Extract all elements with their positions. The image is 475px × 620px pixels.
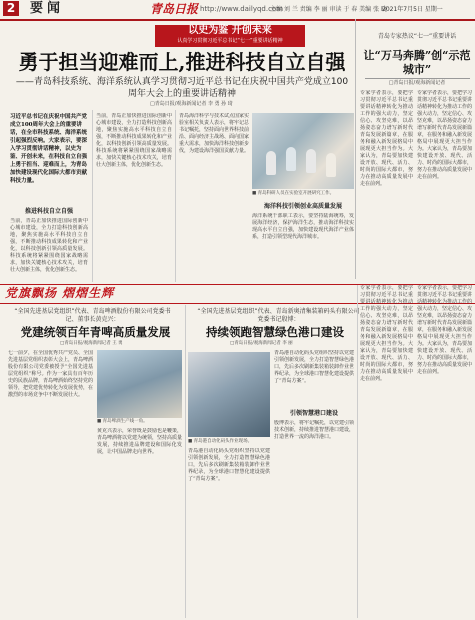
story2-photo[interactable]: [97, 350, 182, 418]
lead-byline: □青岛日报/观海新闻记者 李 勇 孙 琦: [150, 101, 233, 107]
story2-kicker: “全国先进基层党组织”代表、青岛啤酒股份有限公司党委书记、董事长黄克兴：: [14, 308, 171, 323]
page-number: 2: [3, 1, 19, 16]
story2-headline[interactable]: 党建统领百年青啤高质量发展: [20, 325, 171, 339]
story2-column-1: 七一前夕，在全国优秀共产党员、全国先进基层党组织表彰大会上，青岛啤酒股份有限公司党委被授予“全国先进基层党组织”称号。作为一家具有百年历史的民族品牌，青岛啤酒始终坚持党的领导，把党建优势转化为发展优势，在激烈的市场竞争中不断发展壮大。: [8, 350, 93, 398]
lead-subheading-1: 推进科技自立自强: [24, 208, 73, 215]
sidebar-divider: [365, 78, 470, 79]
story3-column-2: 青岛港自动化码头党组织坚持以党建引领创新发展，全力打造智慧绿色港口，先后多次刷新集装箱装卸作业世界纪录，为全球港口智慧化建设提供了“青岛方案”。: [274, 350, 354, 384]
editor-credits: 主编 刘 兰 责编 李 丽 审读 于 春 美编 张 晓: [270, 6, 387, 13]
lead-column-3: 青岛海洋科学与技术试点国家实验室相关负责人表示，将牢记总书记嘱托，坚持面向世界科技前沿、面向经济主战场、面向国家重大需求，加快海洋科技创新步伐，为建设海洋强国贡献力量。: [179, 113, 249, 154]
sidebar-column-2: 专家学者表示，要把学习贯彻习近平总书记重要讲话精神转化为推动工作的强大动力，坚定信心、攻坚克难，以昂扬姿态奋力谱写新时代青岛发展新篇章，在服务和融入新发展格局中展现更大担当作为。大家认为，青岛要加快建设开放、现代、活力、时尚的国际大都市，努力在推动高质量发展中走在前列。: [417, 90, 472, 180]
section-title: 要闻: [30, 1, 65, 16]
story2-photo-caption: ■ 青岛啤酒生产线一角。: [97, 419, 148, 424]
sidebar-column-4: 专家学者表示，要把学习贯彻习近平总书记重要讲话精神转化为推动工作的强大动力，坚定信心、攻坚克难，以昂扬姿态奋力谱写新时代青岛发展新篇章，在服务和融入新发展格局中展现更大担当作为。大家认为，青岛要加快建设开放、现代、活力、时尚的国际大都市，努力在推动高质量发展中走在前列。: [417, 285, 472, 375]
lead-column-2: 当前，青岛正加快推进国际创新中心城市建设，全力打造科技创新高地，聚焦实施高水平科技自立自强，不断推动科技成果转化和产业化，以科技创新引领高质量发展。科技系统将紧紧围绕国家战略需求，加快关键核心技术攻关，培育壮大创新主体，优化创新生态。: [96, 113, 172, 168]
campaign-banner: [155, 25, 305, 47]
story2-column-2: 黄克兴表示，荣誉既是鼓励也是鞭策，青岛啤酒将以党建为统领，坚持高质量发展，持续推进品牌建设和国际化发展，让中国品牌走向世界。: [97, 428, 182, 455]
dateline: 2021年7月5日 星期一: [382, 6, 443, 13]
story3-photo-caption: ■ 青岛港自动化码头作业现场。: [188, 439, 253, 444]
lead-photo[interactable]: [252, 113, 354, 189]
sidebar-column-3: 专家学者表示，要把学习贯彻习近平总书记重要讲话精神转化为推动工作的强大动力，坚定信心、攻坚克难，以昂扬姿态奋力谱写新时代青岛发展新篇章，在服务和融入新发展格局中展现更大担当作为。大家认为，青岛要加快建设开放、现代、活力、时尚的国际大都市，努力在推动高质量发展中走在前列。: [360, 285, 413, 382]
lead-photo-caption: ■ 青岛科研人员在实验室开展研究工作。: [252, 191, 335, 196]
banner-subtitle: 认真学习贯彻习近平总书记“七一”重要讲话精神: [177, 38, 283, 44]
story3-headline[interactable]: 持续领跑智慧绿色港口建设: [206, 325, 344, 339]
lead-column-4: 海洋系统干部职工表示，要坚持陆海统筹，发展海洋经济，保护海洋生态，推动海洋科技实现高水平自立自强，加快建设现代海洋产业体系，打造引领型现代海洋城市。: [252, 213, 354, 240]
story3-photo[interactable]: [188, 352, 270, 437]
story3-subheading: 引领智慧港口建设: [289, 410, 338, 417]
lead-intro: 习近平总书记在庆祝中国共产党成立100周年大会上的重要讲话，在全市科技系统、海洋系统引起强烈反响。大家表示，要深入学习贯彻讲话精神，以史为鉴、开创未来，在科技自立自强上勇于担当、迎难而上，为青岛加快建设现代化国际大都市贡献科技力量。: [10, 114, 88, 184]
banner-title: 以史为鉴 开创未来: [188, 25, 272, 36]
story2-byline: □青岛日报/观海新闻记者 王 勇: [60, 341, 123, 346]
story3-kicker: “全国先进基层党组织”代表、青岛新奥清集装箱码头有限公司党委书记殷博：: [197, 308, 360, 323]
sidebar-column-1: 专家学者表示，要把学习贯彻习近平总书记重要讲话精神转化为推动工作的强大动力，坚定信心、攻坚克难，以昂扬姿态奋力谱写新时代青岛发展新篇章，在服务和融入新发展格局中展现更大担当作为。大家认为，青岛要加快建设开放、现代、活力、时尚的国际大都市，努力在推动高质量发展中走在前列。: [360, 90, 413, 187]
lead-column-1: 当前，青岛正加快推进国际创新中心城市建设，全力打造科技创新高地，聚焦实施高水平科技自立自强，不断推动科技成果转化和产业化，以科技创新引领高质量发展。科技系统将紧紧围绕国家战略需求，加快关键核心技术攻关，培育壮大创新主体，优化创新生态。: [10, 218, 88, 273]
newspaper-logo: 青岛日报: [150, 2, 199, 16]
lead-subheading-2: 海洋科技引领创业高质量发展: [263, 203, 342, 210]
story3-column-3: 殷博表示，将牢记嘱托，以党建引领技术创新，持续推进智慧港口建设，打造世界一流的海洋港口。: [274, 420, 354, 440]
lead-headline[interactable]: 勇于担当迎难而上,推进科技自立自强: [18, 50, 346, 74]
site-url[interactable]: http://www.dailyqd.com: [200, 5, 284, 13]
sidebar-title[interactable]: 让“万马奔腾”创“示范城市”: [363, 49, 471, 76]
story3-column-1: 青岛港自动化码头党组织坚持以党建引领创新发展，全力打造智慧绿色港口，先后多次刷新集装箱装卸作业世界纪录，为全球港口智慧化建设提供了“青岛方案”。: [188, 448, 270, 482]
sidebar-kicker: 青岛专家热议“七一”重要讲话: [377, 33, 457, 40]
band-title: 党旗飘扬 熠熠生辉: [5, 286, 115, 300]
story3-byline: □青岛日报/观海新闻记者 李 丽: [230, 341, 293, 346]
lead-subhead: ——青岛科技系统、海洋系统认真学习贯彻习近平总书记在庆祝中国共产党成立100周年大会上的重要讲话精神: [15, 77, 349, 99]
sidebar-byline: □青岛日报/观海新闻记者: [388, 80, 446, 86]
